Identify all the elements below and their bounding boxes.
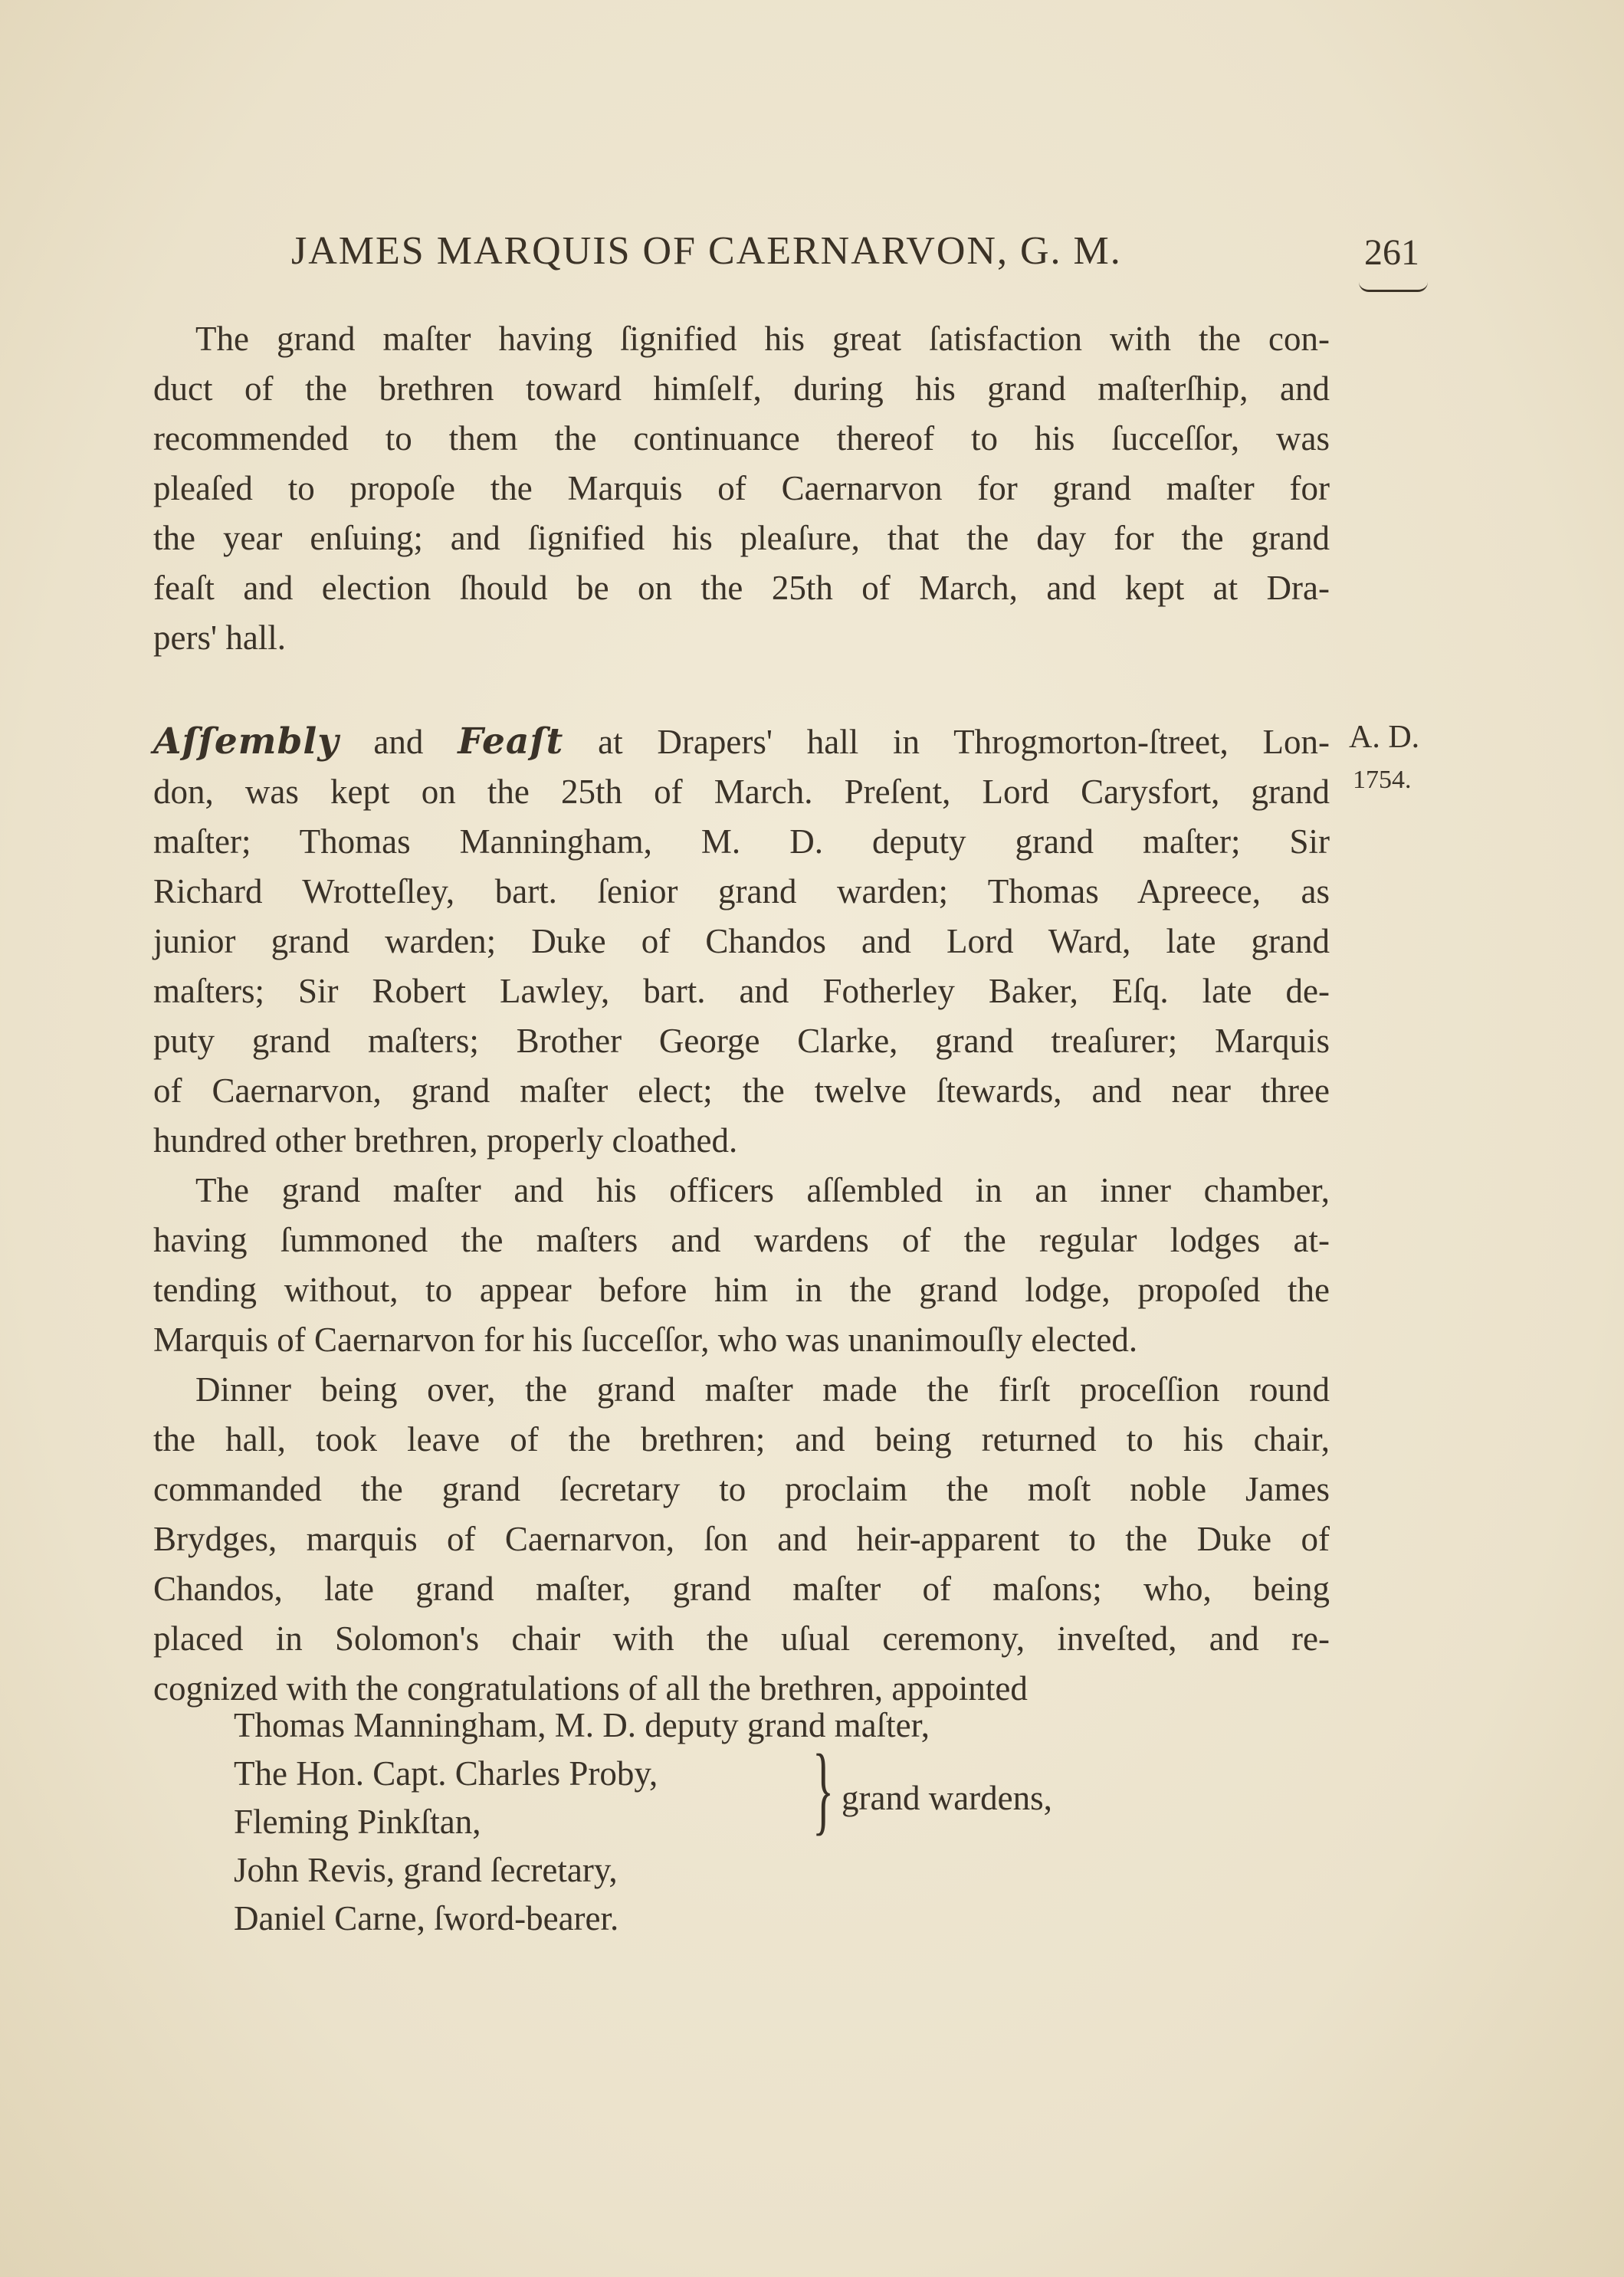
text-line: Brydges, marquis of Caernarvon, ſon and heir-apparent to the Duke of	[153, 1520, 1330, 1558]
text-line: commanded the grand ſecretary to proclaim the moſt noble James	[153, 1470, 1330, 1508]
grand-wardens-label: grand wardens,	[842, 1779, 1052, 1817]
officer-secretary: John Revis, grand ſecretary,	[234, 1851, 618, 1889]
heading-line-rest: at Drapers' hall in Throgmorton-ſtreet, Lon-	[563, 723, 1330, 761]
officer-warden-2: Fleming Pinkſtan,	[234, 1803, 481, 1841]
blackletter-heading-assembly: Aſſembly	[153, 720, 340, 763]
text-line: feaſt and election ſhould be on the 25th of March, and kept at Dra-	[153, 569, 1330, 607]
text-line: Chandos, late grand maſter, grand maſter of maſons; who, being	[153, 1570, 1330, 1608]
text-line: the year enſuing; and ſignified his pleaſure, that the day for the grand	[153, 519, 1330, 557]
officer-warden-1: The Hon. Capt. Charles Proby,	[234, 1754, 658, 1793]
text-line: junior grand warden; Duke of Chandos and Lord Ward, late grand	[153, 922, 1330, 960]
officer-deputy: Thomas Manningham, M. D. deputy grand maſter,	[234, 1706, 930, 1744]
page-number-ornament	[1359, 282, 1428, 292]
text-line: the hall, took leave of the brethren; and being returned to his chair,	[153, 1420, 1330, 1458]
paragraph-election-proposal	[153, 314, 1330, 663]
paragraph-assembly-and-feast	[153, 717, 1330, 1714]
text-line: hundred other brethren, properly cloathed.	[153, 1121, 738, 1160]
text-line: duct of the brethren toward himſelf, during his grand maſterſhip, and	[153, 369, 1330, 408]
text-line: The grand maſter and his officers aſſembled in an inner chamber,	[195, 1171, 1330, 1209]
text-line: The grand maſter having ſignified his great ſatisfaction with the con-	[195, 320, 1330, 358]
text-line: puty grand maſters; Brother George Clarke, grand treaſurer; Marquis	[153, 1022, 1330, 1060]
margin-note-year: 1754.	[1353, 766, 1412, 794]
text-line: Richard Wrotteſley, bart. ſenior grand warden; Thomas Apreece, as	[153, 872, 1330, 910]
text-line: maſters; Sir Robert Lawley, bart. and Fotherley Baker, Eſq. late de-	[153, 972, 1330, 1010]
running-title: JAMES MARQUIS OF CAERNARVON, G. M.	[291, 229, 1122, 273]
margin-note-era: A. D.	[1349, 720, 1420, 755]
text-line: Marquis of Caernarvon for his ſucceſſor, who was unanimouſly elected.	[153, 1321, 1138, 1359]
text-line: pers' hall.	[153, 618, 287, 657]
text-line: maſter; Thomas Manningham, M. D. deputy grand maſter; Sir	[153, 822, 1330, 861]
page-header	[153, 228, 1456, 290]
text-line: Dinner being over, the grand maſter made the firſt proceſſion round	[195, 1370, 1330, 1409]
text-line: placed in Solomon's chair with the uſual ceremony, inveſted, and re-	[153, 1619, 1330, 1658]
heading-connector: and	[339, 723, 458, 761]
text-line: tending without, to appear before him in the grand lodge, propoſed the	[153, 1271, 1330, 1309]
marginal-date-note	[1349, 717, 1456, 801]
text-line: having ſummoned the maſters and wardens of the regular lodges at-	[153, 1221, 1330, 1259]
curly-brace-icon: }	[812, 1734, 835, 1845]
blackletter-heading-feast: Feaſt	[458, 720, 564, 763]
text-line	[153, 717, 1330, 767]
text-line: of Caernarvon, grand maſter elect; the twelve ſtewards, and near three	[153, 1071, 1330, 1110]
officer-sword-bearer: Daniel Carne, ſword-bearer.	[234, 1899, 619, 1937]
text-line: don, was kept on the 25th of March. Preſent, Lord Carysfort, grand	[153, 773, 1330, 811]
text-line: cognized with the congratulations of all the brethren, appointed	[153, 1669, 1028, 1708]
page-number: 261	[1364, 232, 1419, 273]
text-line: pleaſed to propoſe the Marquis of Caernarvon for grand maſter for	[153, 469, 1330, 507]
text-line: recommended to them the continuance thereof to his ſucceſſor, was	[153, 419, 1330, 458]
